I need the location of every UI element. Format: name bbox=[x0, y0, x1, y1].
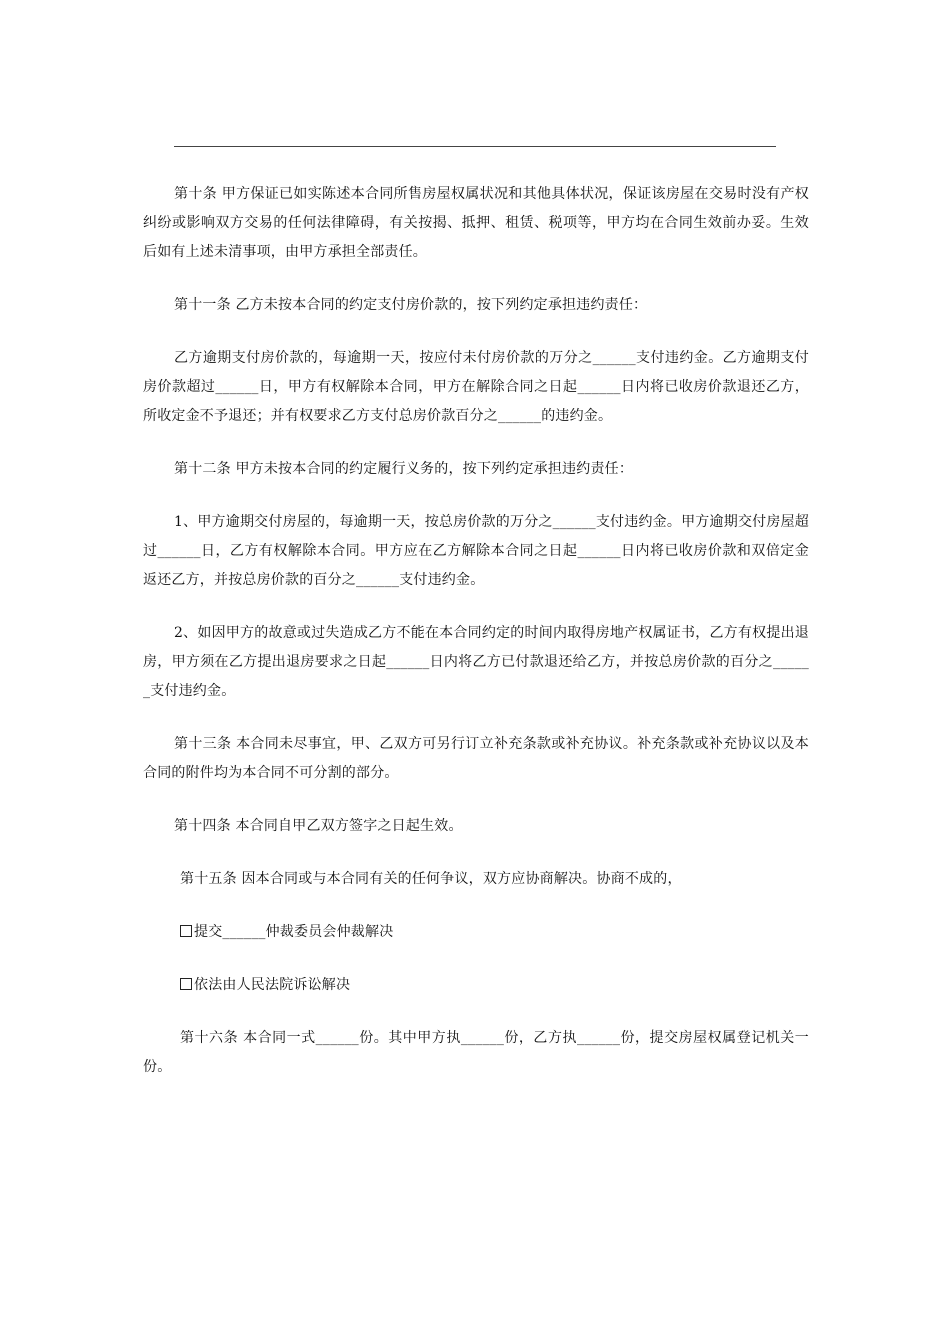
article-13: 第十三条 本合同未尽事宜，甲、乙双方可另行订立补充条款或补充协议。补充条款或补充协议以及本合同的附件均为本合同不可分割的部分。 bbox=[143, 736, 809, 781]
article-12: 第十二条 甲方未按本合同的约定履行义务的，按下列约定承担违约责任： bbox=[174, 461, 634, 477]
article-10: 第十条 甲方保证已如实陈述本合同所售房屋权属状况和其他具体状况，保证该房屋在交易时没有产权纠纷或影响双方交易的任何法律障碍，有关按揭、抵押、租赁、税项等，甲方均在合同生效前办妥。生效后如有上述未清事项，由甲方承担全部责任。 bbox=[143, 186, 809, 260]
article-15: 第十五条 因本合同或与本合同有关的任何争议，双方应协商解决。协商不成的， bbox=[180, 871, 682, 887]
checkbox-arbitration[interactable] bbox=[180, 925, 192, 937]
arbitration-option bbox=[143, 918, 809, 947]
contract-body bbox=[143, 180, 809, 1106]
checkbox-litigation[interactable] bbox=[180, 978, 192, 990]
litigation-option-label: 依法由人民法院诉讼解决 bbox=[194, 977, 351, 993]
litigation-option bbox=[143, 971, 809, 1000]
top-divider bbox=[174, 146, 776, 147]
article-12-item-2: 2、如因甲方的故意或过失造成乙方不能在本合同约定的时间内取得房地产权属证书，乙方有权提出退房，甲方须在乙方提出退房要求之日起______日内将乙方已付款退还给乙方，并按总房价款的百分之______支付违约金。 bbox=[143, 625, 809, 699]
article-14: 第十四条 本合同自甲乙双方签字之日起生效。 bbox=[174, 818, 463, 834]
article-16: 第十六条 本合同一式______份。其中甲方执______份，乙方执______份，提交房屋权属登记机关一份。 bbox=[143, 1030, 809, 1075]
article-12-item-1: 1、甲方逾期交付房屋的，每逾期一天，按总房价款的万分之______支付违约金。甲方逾期交付房屋超过______日，乙方有权解除本合同。甲方应在乙方解除本合同之日起______日内将已收房价款和双倍定金返还乙方，并按总房价款的百分之______支付违约金。 bbox=[143, 514, 809, 588]
arbitration-option-label: 提交______仲裁委员会仲裁解决 bbox=[194, 924, 394, 940]
article-11: 第十一条 乙方未按本合同的约定支付房价款的，按下列约定承担违约责任： bbox=[174, 297, 648, 313]
article-11-clause: 乙方逾期支付房价款的，每逾期一天，按应付未付房价款的万分之______支付违约金。乙方逾期支付房价款超过______日，甲方有权解除本合同，甲方在解除合同之日起______日内将已收房价款退还乙方，所收定金不予退还；并有权要求乙方支付总房价款百分之______的违约金。 bbox=[143, 350, 809, 424]
